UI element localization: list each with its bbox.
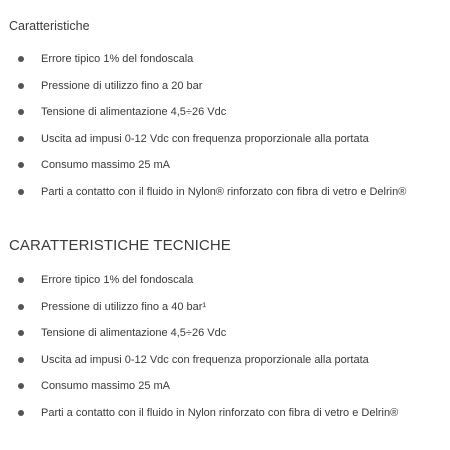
list-item-text: Tensione di alimentazione 4,5÷26 Vdc	[41, 106, 227, 119]
bullet-icon	[18, 83, 24, 89]
technical-features-section	[9, 237, 450, 433]
section-title: Caratteristiche	[9, 19, 90, 33]
bullet-icon	[18, 162, 24, 168]
bullet-icon	[18, 410, 24, 416]
bullet-icon	[18, 330, 24, 336]
list-item	[9, 105, 450, 132]
list-item	[9, 300, 450, 327]
list-item	[9, 185, 450, 212]
list-item	[9, 79, 450, 106]
list-item	[9, 52, 450, 79]
list-item-text: Errore tipico 1% del fondoscala	[41, 274, 194, 286]
list-item	[9, 132, 450, 159]
bullet-icon	[18, 109, 24, 115]
features-list	[9, 52, 450, 212]
list-item-text: Pressione di utilizzo fino a 20 bar	[41, 79, 203, 92]
bullet-icon	[18, 383, 24, 389]
list-item	[9, 273, 450, 300]
bullet-icon	[18, 56, 24, 62]
list-item-text: Consumo massimo 25 mA	[41, 159, 170, 172]
technical-features-list	[9, 273, 450, 433]
section-title: CARATTERISTICHE TECNICHE	[9, 237, 231, 254]
features-section	[9, 19, 450, 212]
bullet-icon	[18, 277, 24, 283]
bullet-icon	[18, 136, 24, 142]
list-item-text: Uscita ad impusi 0-12 Vdc con frequenza proporzionale alla portata	[41, 353, 369, 366]
list-item-text: Consumo massimo 25 mA	[41, 380, 170, 393]
list-item	[9, 406, 450, 433]
list-item-text: Tensione di alimentazione 4,5÷26 Vdc	[41, 327, 227, 340]
list-item-text: Errore tipico 1% del fondoscala	[41, 53, 194, 65]
list-item-text: Uscita ad impusi 0-12 Vdc con frequenza proporzionale alla portata	[41, 132, 369, 145]
list-item	[9, 353, 450, 380]
list-item	[9, 379, 450, 406]
bullet-icon	[18, 189, 24, 195]
bullet-icon	[18, 357, 24, 363]
list-item-text: Parti a contatto con il fluido in Nylon rinforzato con fibra di vetro e Delrin®	[41, 406, 399, 419]
list-item	[9, 158, 450, 185]
list-item-text: Parti a contatto con il fluido in Nylon® rinforzato con fibra di vetro e Delrin®	[41, 185, 407, 198]
bullet-icon	[18, 304, 24, 310]
list-item-text: Pressione di utilizzo fino a 40 bar¹	[41, 300, 207, 313]
list-item	[9, 326, 450, 353]
